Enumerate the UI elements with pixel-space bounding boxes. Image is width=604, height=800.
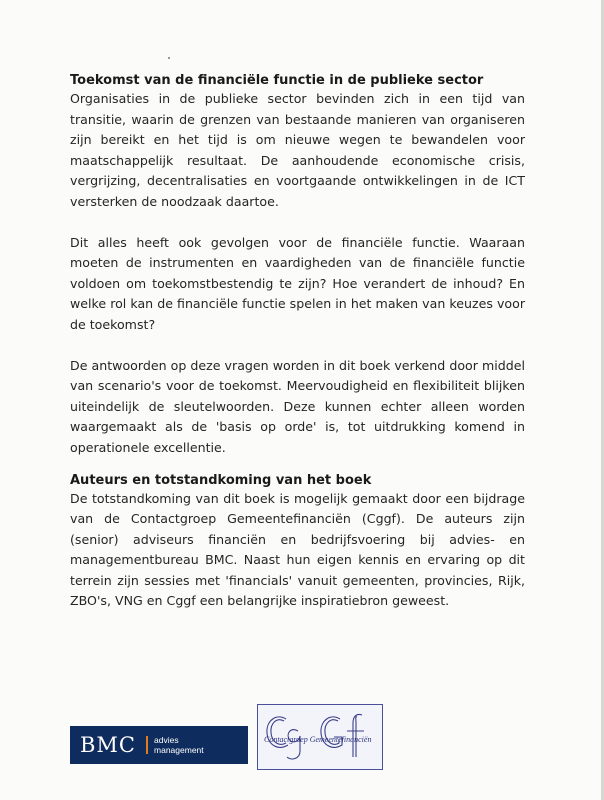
paragraph: Organisaties in de publieke sector bevinden zich in een tijd van transitie, waarin de grenzen van bestaande manieren van organiseren zijn bereikt en het tijd is om nieuwe wegen te bewandelen voor maatschappelijk resultaat. De aanhoudende economische crisis, vergrijzing, decentralisaties en voortgaande ontwikkelingen in de ICT versterken de noodzaak daartoe.: [70, 91, 525, 209]
section-future-financial-function: [70, 72, 525, 459]
paragraph: De totstandkoming van dit boek is mogelijk gemaakt door een bijdrage van de Contactgroep Gemeentefinanciën (Cggf). De auteurs zijn (senior) adviseurs financiën en bedrijfsvoering bij advies- en managementbureau BMC. Naast hun eigen kennis en ervaring op dit terrein zijn sessies met 'financials' vanuit gemeenten, provincies, Rijk, ZBO's, VNG en Cggf een belangrijke inspiratiebron geweest.: [70, 490, 525, 609]
section-heading: Auteurs en totstandkoming van het boek: [70, 472, 372, 488]
bmc-logo: [70, 726, 248, 764]
section-authors: [70, 472, 525, 613]
section-heading: Toekomst van de financiële functie in de publieke sector: [70, 73, 484, 88]
bmc-logo-name: BMC: [80, 733, 137, 757]
bmc-logo-accent-bar: [146, 736, 148, 754]
cggf-logo: [257, 704, 383, 770]
paragraph: Dit alles heeft ook gevolgen voor de financiële functie. Waaraan moeten de instrumenten en vaardigheden van de financiële functie voldoen om toekomstbestendig te zijn? Hoe verandert de inhoud? En welke rol kan de financiële functie spelen in het maken van keuzes voor de toekomst?: [70, 234, 525, 332]
print-speck: [168, 57, 170, 59]
bmc-logo-subtitle: [154, 735, 204, 755]
bmc-logo-line1: advies: [154, 735, 179, 745]
cggf-logo-caption: Contactgroep Gemeentefinanciën: [264, 735, 372, 744]
paragraph: De antwoorden op deze vragen worden in dit boek verkend door middel van scenario's voor de toekomst. Meervoudigheid en flexibiliteit blijken uiteindelijk de sleutelwoorden. Deze kunnen echter alleen worden waargemaakt als de 'basis op orde' is, tot uitdrukking komend in operationele excellentie.: [70, 357, 525, 455]
bmc-logo-line2: management: [154, 745, 204, 755]
back-cover-text: [70, 72, 525, 612]
